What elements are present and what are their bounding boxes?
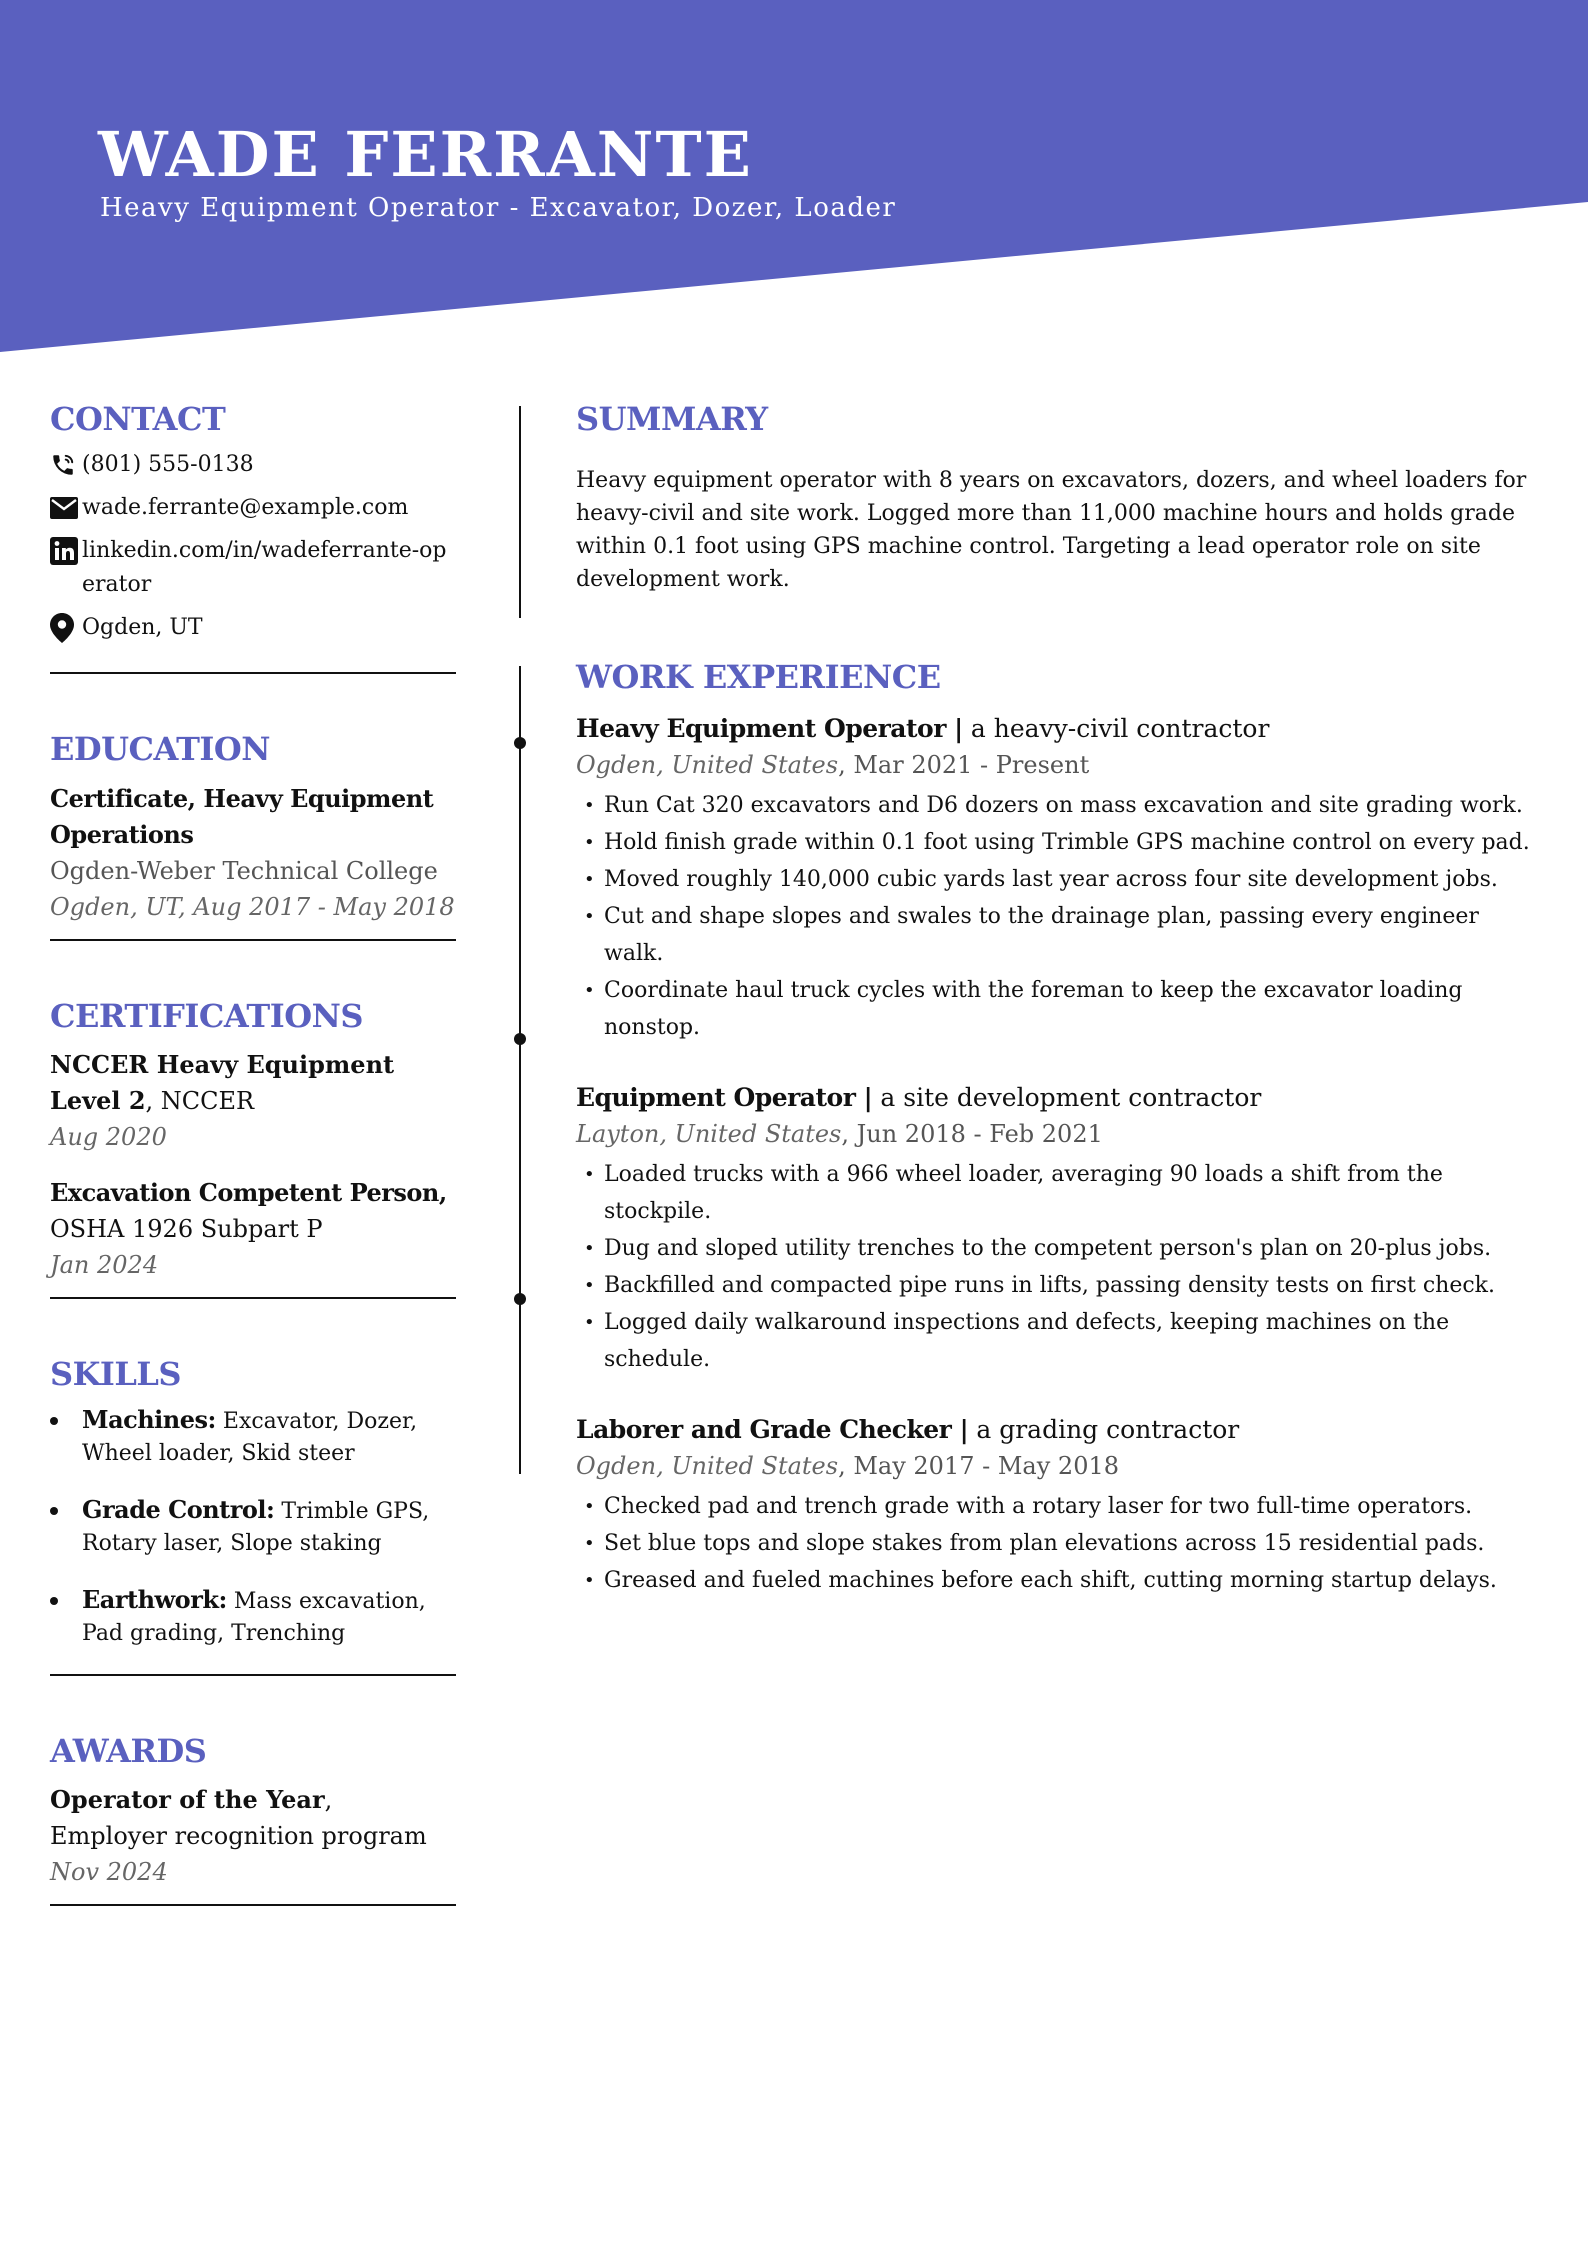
contact-section <box>50 400 456 674</box>
job-role: Heavy Equipment Operator <box>576 713 946 743</box>
job-separator: | <box>855 1082 881 1112</box>
certifications-section <box>50 997 456 1299</box>
certification-entry <box>50 1047 456 1155</box>
contact-list <box>50 448 456 672</box>
job-separator: | <box>945 713 971 743</box>
skill-item <box>50 1584 456 1650</box>
job-location: Ogden, United States <box>576 1451 839 1480</box>
summary-text: Heavy equipment operator with 8 years on excavators, dozers, and wheel loaders for heavy-civil and site work. Logged more than 11,000 machine hours and holds grade within 0.1 foot using GPS machine control. Targeting a lead operator role on site development work. <box>576 468 1527 593</box>
certification-date: Jan 2024 <box>50 1251 159 1280</box>
timeline-line <box>519 666 521 1474</box>
job-dates: , May 2017 - May 2018 <box>838 1451 1119 1480</box>
skill-value: Mass excavation, Pad grading, Trenching <box>82 1588 426 1646</box>
candidate-headline: Heavy Equipment Operator - Excavator, Dozer, Loader <box>100 193 897 223</box>
job-role: Equipment Operator <box>576 1082 856 1112</box>
job-heading <box>576 1080 1536 1116</box>
job-dates: , Mar 2021 - Present <box>838 750 1090 779</box>
certification-entry <box>50 1175 456 1283</box>
contact-location-text: Ogden, UT <box>82 615 203 641</box>
skill-label: Machines: <box>82 1404 216 1434</box>
job-bullets <box>576 787 1536 1046</box>
timeline-dot <box>514 1293 526 1305</box>
job-bullet: • Logged daily walkaround inspections and defects, keeping machines on the schedule. <box>576 1304 1536 1378</box>
contact-linkedin[interactable] <box>50 534 456 602</box>
job-bullet: • Moved roughly 140,000 cubic yards last year across four site development jobs. <box>576 861 1536 898</box>
job-bullet: • Dug and sloped utility trenches to the competent person's plan on 20-plus jobs. <box>576 1230 1536 1267</box>
education-title: EDUCATION <box>50 730 270 769</box>
job-bullets <box>576 1488 1536 1599</box>
skill-item <box>50 1494 456 1560</box>
certification-name: Excavation Competent Person, <box>50 1178 447 1208</box>
job-entry <box>576 1080 1536 1378</box>
summary-section <box>576 400 1536 596</box>
contact-phone-text: (801) 555-0138 <box>82 452 254 478</box>
left-column <box>50 400 456 1906</box>
education-degree: Certificate, Heavy Equipment Operations <box>50 783 434 849</box>
job-bullet: • Loaded trucks with a 966 wheel loader, averaging 90 loads a shift from the stockpile. <box>576 1156 1536 1230</box>
job-entry <box>576 1412 1536 1599</box>
location-pin-icon <box>50 611 82 645</box>
mail-icon <box>50 491 82 525</box>
award-entry <box>50 1782 456 1890</box>
certification-name: NCCER Heavy Equipment Level 2 <box>50 1050 395 1116</box>
job-separator: | <box>951 1414 977 1444</box>
job-role: Laborer and Grade Checker <box>576 1414 952 1444</box>
job-bullet: • Coordinate haul truck cycles with the foreman to keep the excavator loading nonstop. <box>576 972 1536 1046</box>
award-date: Nov 2024 <box>50 1857 168 1886</box>
phone-icon <box>50 448 82 482</box>
job-dates: , Jun 2018 - Feb 2021 <box>841 1119 1103 1148</box>
contact-title: CONTACT <box>50 400 226 438</box>
job-location-line <box>576 1116 1536 1152</box>
contact-email-text: wade.ferrante@example.com <box>82 495 409 521</box>
job-company: a grading contractor <box>976 1414 1240 1444</box>
skills-section <box>50 1355 456 1675</box>
job-bullet: • Greased and fueled machines before each shift, cutting morning startup delays. <box>576 1562 1536 1599</box>
job-location-line <box>576 1448 1536 1484</box>
education-section <box>50 730 456 940</box>
skill-label: Earthwork: <box>82 1584 227 1614</box>
job-location-line <box>576 747 1536 783</box>
award-name-line <box>50 1782 456 1854</box>
education-details: Ogden, UT, Aug 2017 - May 2018 <box>50 892 455 921</box>
summary-divider-line <box>519 406 521 618</box>
certification-issuer: OSHA 1926 Subpart P <box>50 1215 323 1244</box>
certification-date: Aug 2020 <box>50 1123 167 1152</box>
education-entry <box>50 781 456 925</box>
certification-name-line <box>50 1047 456 1119</box>
certifications-title: CERTIFICATIONS <box>50 996 363 1035</box>
contact-linkedin-text: linkedin.com/in/wadeferrante-operator <box>82 538 447 598</box>
job-heading <box>576 711 1536 747</box>
skill-value: Excavator, Dozer, Wheel loader, Skid steer <box>82 1408 418 1466</box>
skill-value: Trimble GPS, Rotary laser, Slope staking <box>82 1498 430 1556</box>
job-company: a site development contractor <box>880 1082 1262 1112</box>
award-name: Operator of the Year <box>50 1784 325 1814</box>
job-location: Ogden, United States <box>576 750 839 779</box>
award-issuer: , Employer recognition program <box>50 1785 427 1850</box>
contact-phone <box>50 448 456 482</box>
skill-label: Grade Control: <box>82 1494 275 1524</box>
job-entry <box>576 711 1536 1046</box>
right-column <box>576 400 1536 1599</box>
awards-section <box>50 1732 456 1906</box>
job-location: Layton, United States <box>576 1119 842 1148</box>
job-bullet: • Checked pad and trench grade with a rotary laser for two full-time operators. <box>576 1488 1536 1525</box>
skill-item <box>50 1404 456 1470</box>
job-company: a heavy-civil contractor <box>970 713 1270 743</box>
timeline-dot <box>514 1033 526 1045</box>
job-bullet: • Backfilled and compacted pipe runs in lifts, passing density tests on first check. <box>576 1267 1536 1304</box>
timeline-dot <box>514 737 526 749</box>
education-school: Ogden-Weber Technical College <box>50 856 438 885</box>
job-bullets <box>576 1156 1536 1378</box>
skills-title: SKILLS <box>50 1355 181 1394</box>
job-bullet: • Hold finish grade within 0.1 foot using Trimble GPS machine control on every pad. <box>576 824 1536 861</box>
awards-title: AWARDS <box>50 1731 207 1770</box>
certification-issuer: , NCCER <box>145 1087 255 1116</box>
contact-email[interactable] <box>50 491 456 525</box>
summary-title: SUMMARY <box>576 400 768 438</box>
skills-list <box>50 1404 456 1674</box>
job-heading <box>576 1412 1536 1448</box>
job-bullet: • Set blue tops and slope stakes from plan elevations across 15 residential pads. <box>576 1525 1536 1562</box>
job-bullet: • Run Cat 320 excavators and D6 dozers on mass excavation and site grading work. <box>576 787 1536 824</box>
linkedin-icon <box>50 534 82 568</box>
job-bullet: • Cut and shape slopes and swales to the drainage plan, passing every engineer walk. <box>576 898 1536 972</box>
candidate-name: WADE FERRANTE <box>98 118 753 191</box>
experience-title: WORK EXPERIENCE <box>576 658 941 697</box>
contact-location <box>50 611 456 645</box>
experience-section <box>576 658 1536 1598</box>
